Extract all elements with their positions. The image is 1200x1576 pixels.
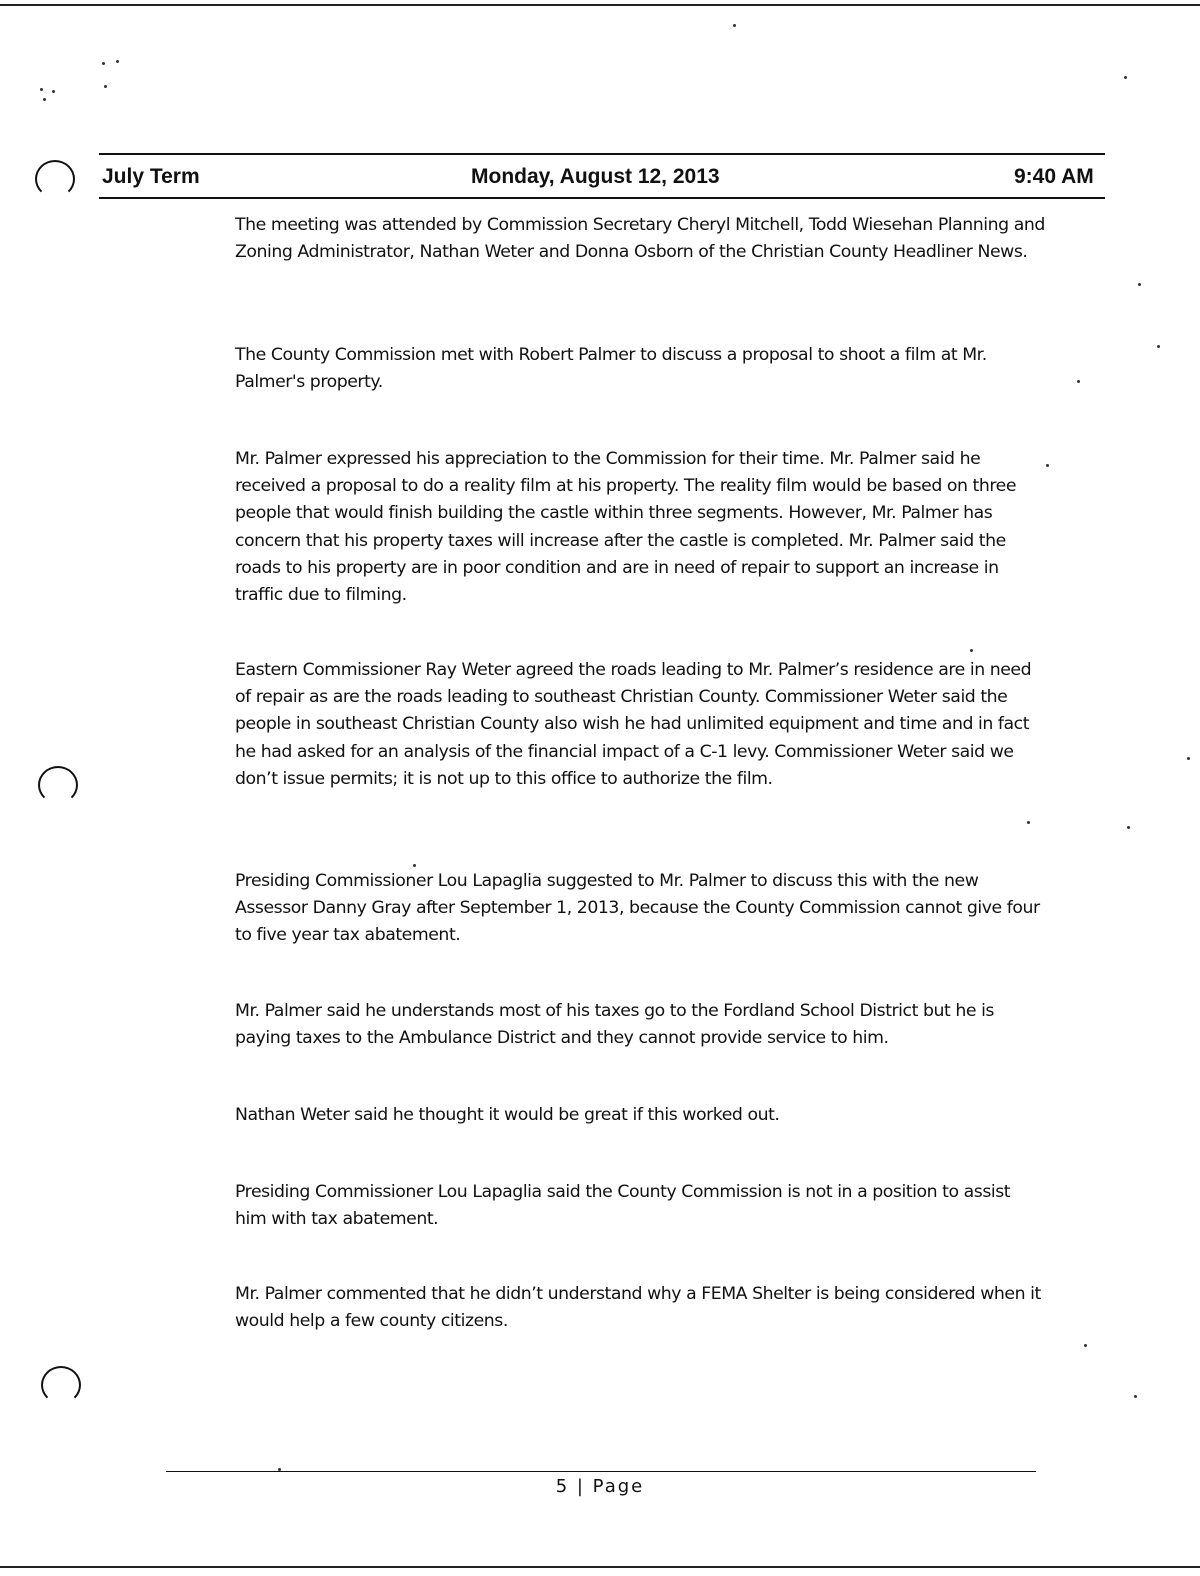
scan-speck <box>52 90 55 93</box>
scan-speck <box>733 24 736 27</box>
scan-speck <box>1077 380 1080 383</box>
scan-speck <box>116 60 119 63</box>
meeting-time: 9:40 AM <box>1014 165 1094 188</box>
punch-hole-middle <box>38 766 78 804</box>
scan-speck <box>1124 76 1127 79</box>
scan-speck <box>1157 345 1160 348</box>
scan-speck <box>1127 826 1130 829</box>
term-label: July Term <box>102 165 200 188</box>
scan-speck <box>43 98 46 101</box>
paragraph-weter-roads: Eastern Commissioner Ray Weter agreed the roads leading to Mr. Palmer’s residence are in need of repair as are the roads leading to southeast Christian County. Commissioner Weter said the people in southeast Christian County also wish he had unlimited equipment and time and in fact he had asked for an analysis of the financial impact of a C-1 levy. Commissioner Weter said we don’t issue permits; it is not up to this office to authorize the film. <box>235 660 1032 789</box>
header-bottom-rule <box>99 197 1105 199</box>
scan-speck <box>1187 757 1190 760</box>
scan-speck <box>1138 283 1141 286</box>
scan-speck <box>970 649 973 652</box>
scan-top-edge <box>0 4 1200 6</box>
punch-hole-bottom <box>41 1366 81 1404</box>
paragraph-lapaglia-abatement: Presiding Commissioner Lou Lapaglia said the County Commission is not in a position to assist him with tax abatement. <box>235 1182 1011 1230</box>
meeting-date: Monday, August 12, 2013 <box>471 165 720 188</box>
paragraph-palmer-concerns: Mr. Palmer expressed his appreciation to the Commission for their time. Mr. Palmer said he received a proposal to do a reality film at his property. The reality film would be based on three people that would finish building the castle within three segments. However, Mr. Palmer has concern that his property taxes will increase after the castle is completed. Mr. Palmer said the roads to his property are in poor condition and are in need of repair to support an increase in traffic due to filming. <box>235 449 1017 606</box>
paragraph-palmer-proposal: The County Commission met with Robert Palmer to discuss a proposal to shoot a film at Mr. Palmer's property. <box>235 345 987 393</box>
header-top-rule <box>99 153 1105 155</box>
scan-speck <box>104 85 107 88</box>
scan-speck <box>1084 1344 1087 1347</box>
punch-hole-top <box>35 160 75 198</box>
scan-speck <box>413 864 416 867</box>
scan-speck <box>1134 1395 1137 1398</box>
scan-speck <box>102 62 105 65</box>
page-number: 5 | Page <box>555 1476 645 1497</box>
scan-speck <box>40 88 43 91</box>
paragraph-attendance: The meeting was attended by Commission Secretary Cheryl Mitchell, Todd Wiesehan Planning and Zoning Administrator, Nathan Weter and Donna Osborn of the Christian County Headliner News. <box>235 215 1045 263</box>
scan-speck <box>1027 821 1030 824</box>
scan-speck <box>1046 464 1049 467</box>
footer-rule <box>166 1471 1036 1472</box>
paragraph-fema-shelter: Mr. Palmer commented that he didn’t understand why a FEMA Shelter is being considered when it would help a few county citizens. <box>235 1284 1041 1332</box>
scan-bottom-edge <box>0 1566 1200 1568</box>
paragraph-lapaglia-assessor: Presiding Commissioner Lou Lapaglia suggested to Mr. Palmer to discuss this with the new Assessor Danny Gray after September 1, 2013, because the County Commission cannot give four to five year tax abatement. <box>235 871 1040 946</box>
paragraph-palmer-taxes: Mr. Palmer said he understands most of his taxes go to the Fordland School District but he is paying taxes to the Ambulance District and they cannot provide service to him. <box>235 1001 994 1049</box>
paragraph-nathan-weter: Nathan Weter said he thought it would be great if this worked out. <box>235 1105 780 1125</box>
